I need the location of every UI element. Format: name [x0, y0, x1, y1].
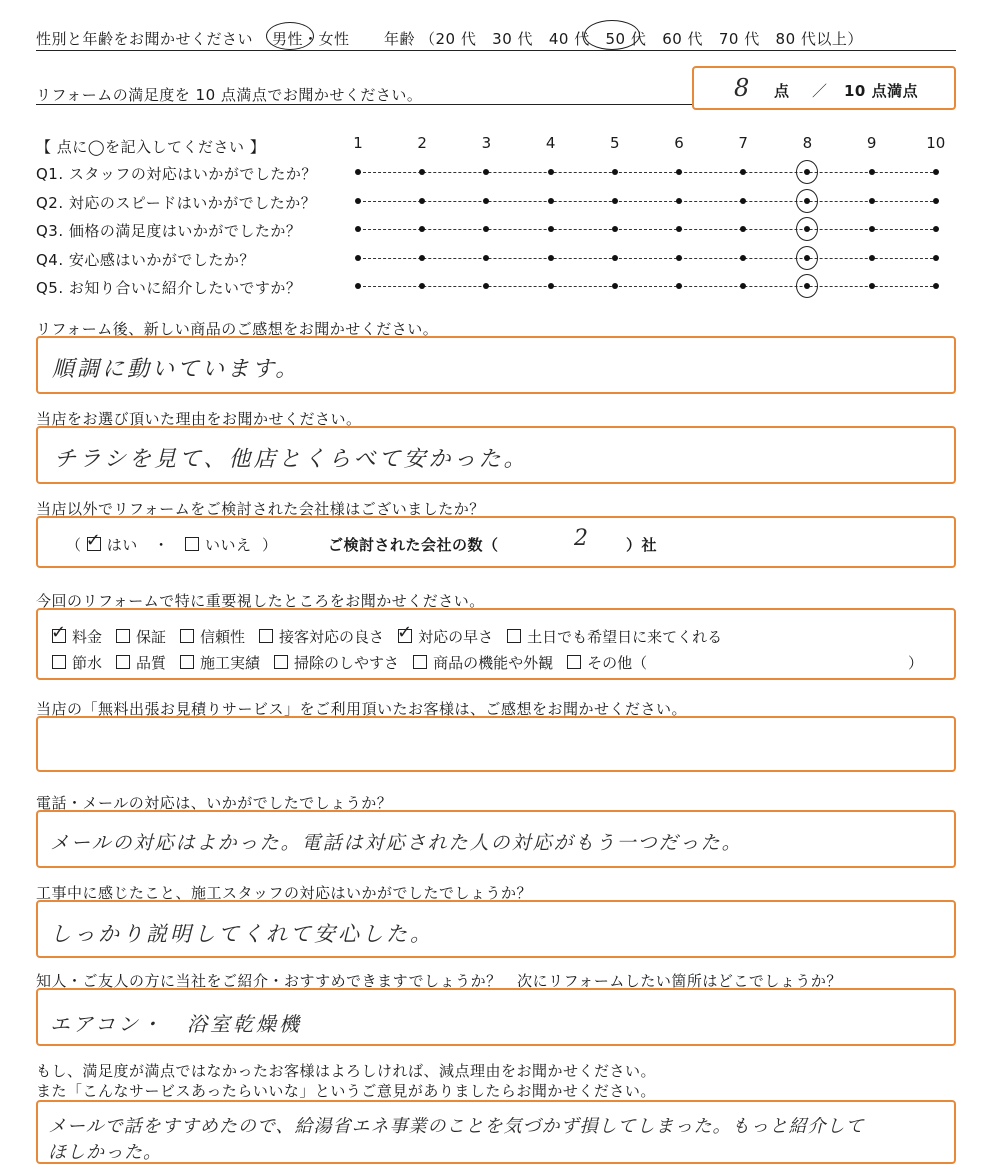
priority-option[interactable] — [567, 652, 647, 673]
priority-checkbox[interactable] — [180, 655, 194, 669]
estimate-answer-box[interactable] — [36, 716, 956, 772]
rating-point[interactable] — [933, 169, 939, 175]
age-label: 年齢 — [384, 30, 416, 48]
age-30[interactable]: 30 代 — [492, 30, 534, 48]
age-options[interactable] — [420, 28, 863, 49]
rating-point[interactable] — [740, 198, 746, 204]
improve-answer-line1: メールで話をすすめたので、給湯省エネ事業のことを気づかず損してしまった。もっと紹介して — [48, 1116, 865, 1137]
age-selected-circle — [584, 20, 640, 50]
priority-box — [36, 608, 956, 680]
gender-sep: ・ — [303, 30, 319, 48]
rating-point[interactable] — [419, 226, 425, 232]
priority-option[interactable] — [180, 626, 245, 647]
scale-number: 7 — [738, 134, 748, 152]
priority-question: 今回のリフォームで特に重要視したところをお聞かせください。 — [36, 592, 485, 610]
rating-scale-line — [358, 258, 938, 259]
priority-option-label: 節水 — [72, 654, 103, 672]
priority-checkbox[interactable] — [413, 655, 427, 669]
rating-point[interactable] — [419, 198, 425, 204]
rating-selected-circle — [796, 217, 818, 241]
priority-other-close: ） — [908, 654, 924, 672]
priority-option-label: 土日でも希望日に来てくれる — [527, 628, 723, 646]
age-50[interactable]: 50 代 — [605, 30, 647, 48]
priority-option-label: 料金 — [72, 628, 103, 646]
rating-point[interactable] — [676, 226, 682, 232]
improve-question-line1: もし、満足度が満点ではなかったお客様はよろしければ、減点理由をお聞かせください。 — [36, 1062, 657, 1080]
rating-selected-circle — [796, 160, 818, 184]
scale-number: 9 — [866, 134, 877, 152]
rating-point[interactable] — [676, 283, 682, 289]
construction-answer: しっかり説明してくれて安心した。 — [50, 922, 434, 946]
scale-number: 5 — [610, 134, 620, 152]
priority-checkbox[interactable] — [259, 629, 273, 643]
age-80[interactable]: 80 代以上） — [775, 30, 863, 48]
priority-checkbox[interactable] — [116, 629, 130, 643]
scale-number: 3 — [481, 134, 492, 152]
reason-answer-box[interactable] — [36, 426, 956, 484]
scale-number: 10 — [926, 134, 946, 152]
impression-answer: 順調に動いています。 — [52, 357, 301, 382]
phone-question: 電話・メールの対応は、いかがでしたでしょうか？ — [36, 794, 393, 812]
score-max: 10 点満点 — [844, 82, 919, 100]
rating-point[interactable] — [612, 283, 618, 289]
rating-point[interactable] — [419, 255, 425, 261]
rating-point[interactable] — [933, 283, 939, 289]
rating-point[interactable] — [933, 198, 939, 204]
priority-option-label: 信頼性 — [200, 628, 246, 646]
priority-option[interactable] — [52, 652, 102, 673]
rating-point[interactable] — [676, 169, 682, 175]
company-count-suffix: ）社 — [626, 536, 658, 554]
estimate-question: 当店の「無料出張お見積りサービス」をご利用頂いたお客様は、ご感想をお聞かせください。 — [36, 700, 688, 718]
rating-question-label: Q2. 対応のスピードはいかがでしたか？ — [36, 193, 317, 212]
rating-point[interactable] — [740, 169, 746, 175]
scale-number: 2 — [417, 134, 427, 152]
score-unit: 点 — [774, 82, 790, 100]
satisfaction-score-box[interactable] — [692, 66, 956, 110]
company-count-label: ご検討された会社の数（ — [328, 536, 499, 554]
rating-point[interactable] — [483, 226, 489, 232]
rating-point[interactable] — [740, 226, 746, 232]
rating-point[interactable] — [740, 255, 746, 261]
priority-option-label: その他（ — [587, 654, 648, 672]
priority-option[interactable] — [52, 626, 102, 647]
rating-point[interactable] — [419, 169, 425, 175]
rating-point[interactable] — [612, 226, 618, 232]
rating-point[interactable] — [869, 198, 875, 204]
other-companies-box — [36, 516, 956, 568]
priority-option[interactable] — [180, 652, 260, 673]
rating-question-label: Q1. スタッフの対応はいかがでしたか？ — [36, 165, 317, 183]
rating-point[interactable] — [869, 283, 875, 289]
priority-row-2 — [52, 652, 661, 673]
rating-instruction: 【 点に◯を記入してください 】 — [36, 138, 266, 156]
rating-point[interactable] — [548, 169, 554, 175]
satisfaction-rule — [36, 104, 692, 105]
gender-male[interactable]: 男性 — [272, 30, 304, 48]
no-label: いいえ — [204, 536, 252, 554]
priority-option[interactable] — [507, 626, 722, 647]
scale-number: 4 — [545, 134, 556, 152]
priority-option[interactable] — [413, 652, 553, 673]
age-40[interactable]: 40 代 — [548, 30, 590, 48]
gender-selected-circle — [266, 22, 314, 50]
rating-point[interactable] — [740, 283, 746, 289]
rating-selected-circle — [796, 189, 818, 213]
improve-answer-box[interactable] — [36, 1100, 956, 1164]
priority-checkbox[interactable] — [180, 629, 194, 643]
scale-number: 6 — [674, 134, 684, 152]
priority-option[interactable] — [259, 626, 384, 647]
rating-point[interactable] — [933, 255, 939, 261]
yesno-open: （ — [66, 536, 82, 554]
priority-option-label: 保証 — [136, 628, 167, 646]
rating-point[interactable] — [676, 255, 682, 261]
rating-point[interactable] — [933, 226, 939, 232]
satisfaction-question: リフォームの満足度を 10 点満点でお聞かせください。 — [36, 86, 423, 104]
company-count[interactable]: 2 — [574, 526, 591, 551]
priority-checkbox[interactable] — [52, 629, 66, 643]
scale-number: 1 — [353, 134, 363, 152]
rating-point[interactable] — [483, 255, 489, 261]
priority-checkbox[interactable] — [507, 629, 521, 643]
recommend-answer-box[interactable] — [36, 988, 956, 1046]
age-20[interactable]: （20 代 — [420, 30, 477, 48]
priority-checkbox[interactable] — [116, 655, 130, 669]
rating-question-label: Q4. 安心感はいかがでしたか？ — [36, 250, 255, 269]
yes-label: はい — [106, 536, 138, 554]
age-60[interactable]: 60 代 — [662, 30, 704, 48]
rating-point[interactable] — [355, 283, 361, 289]
no-checkbox[interactable] — [185, 537, 199, 551]
rating-point[interactable] — [483, 169, 489, 175]
rating-point[interactable] — [548, 226, 554, 232]
priority-option[interactable] — [398, 626, 493, 647]
priority-checkbox[interactable] — [567, 655, 581, 669]
rating-scale-line — [358, 229, 938, 230]
priority-option-label: 施工実績 — [200, 654, 261, 672]
priority-option-label: 商品の機能や外観 — [433, 654, 554, 672]
rating-point[interactable] — [483, 198, 489, 204]
priority-option-label: 接客対応の良さ — [279, 628, 385, 646]
recommend-question: 知人・ご友人の方に当社をご紹介・おすすめできますでしょうか？ 次にリフォームしたい箇所はどこでしょうか？ — [36, 972, 842, 990]
score-slash: ／ — [812, 82, 828, 100]
rating-point[interactable] — [355, 255, 361, 261]
rating-point[interactable] — [869, 169, 875, 175]
priority-option[interactable] — [116, 652, 166, 673]
rating-point[interactable] — [548, 255, 554, 261]
rating-point[interactable] — [869, 226, 875, 232]
rating-point[interactable] — [355, 226, 361, 232]
phone-answer-box[interactable] — [36, 810, 956, 868]
impression-answer-box[interactable] — [36, 336, 956, 394]
rating-point[interactable] — [676, 198, 682, 204]
phone-answer: メールの対応はよかった。電話は対応された人の対応がもう一つだった。 — [50, 832, 743, 854]
yesno-sep: ・ — [153, 536, 170, 554]
priority-checkbox[interactable] — [398, 629, 412, 643]
rating-point[interactable] — [869, 255, 875, 261]
header-rule — [36, 50, 956, 51]
rating-point[interactable] — [355, 198, 361, 204]
improve-question-line2: また「こんなサービスあったらいいな」というご意見がありましたらお聞かせください。 — [36, 1082, 656, 1100]
priority-option-label: 対応の早さ — [418, 628, 494, 646]
reason-answer: チラシを見て、他店とくらべて安かった。 — [54, 447, 529, 472]
priority-option[interactable] — [274, 652, 399, 673]
gender-age-label: 性別と年齢をお聞かせください — [36, 30, 254, 48]
priority-checkbox[interactable] — [274, 655, 288, 669]
priority-row-1 — [52, 626, 736, 647]
yes-checkbox[interactable] — [87, 537, 101, 551]
recommend-answer: エアコン・ 浴室乾燥機 — [50, 1012, 302, 1036]
rating-selected-circle — [796, 274, 818, 298]
improve-answer-line2: ほしかった。 — [48, 1142, 162, 1163]
rating-point[interactable] — [419, 283, 425, 289]
reason-question: 当店をお選び頂いた理由をお聞かせください。 — [36, 410, 362, 428]
rating-point[interactable] — [548, 198, 554, 204]
other-companies-question: 当店以外でリフォームをご検討された会社様はございましたか？ — [36, 500, 485, 518]
rating-point[interactable] — [612, 169, 618, 175]
rating-question-label: Q5. お知り合いに紹介したいですか？ — [36, 279, 302, 297]
rating-selected-circle — [796, 246, 818, 270]
age-70[interactable]: 70 代 — [718, 30, 760, 48]
rating-scale-line — [358, 172, 938, 173]
impression-question: リフォーム後、新しい商品のご感想をお聞かせください。 — [36, 320, 439, 338]
rating-point[interactable] — [612, 255, 618, 261]
rating-scale-line — [358, 286, 938, 287]
rating-point[interactable] — [355, 169, 361, 175]
rating-point[interactable] — [483, 283, 489, 289]
rating-scale-line — [358, 201, 938, 202]
priority-option-label: 品質 — [136, 654, 167, 672]
rating-point[interactable] — [548, 283, 554, 289]
priority-checkbox[interactable] — [52, 655, 66, 669]
construction-answer-box[interactable] — [36, 900, 956, 958]
satisfaction-score: 8 — [734, 74, 753, 102]
priority-option-label: 掃除のしやすさ — [294, 654, 400, 672]
scale-number: 8 — [802, 134, 813, 152]
rating-question-label: Q3. 価格の満足度はいかがでしたか？ — [36, 222, 302, 240]
gender-female[interactable]: 女性 — [318, 30, 350, 48]
yesno-close: ） — [262, 536, 278, 554]
rating-point[interactable] — [612, 198, 618, 204]
construction-question: 工事中に感じたこと、施工スタッフの対応はいかがでしたでしょうか？ — [36, 884, 533, 902]
priority-option[interactable] — [116, 626, 166, 647]
